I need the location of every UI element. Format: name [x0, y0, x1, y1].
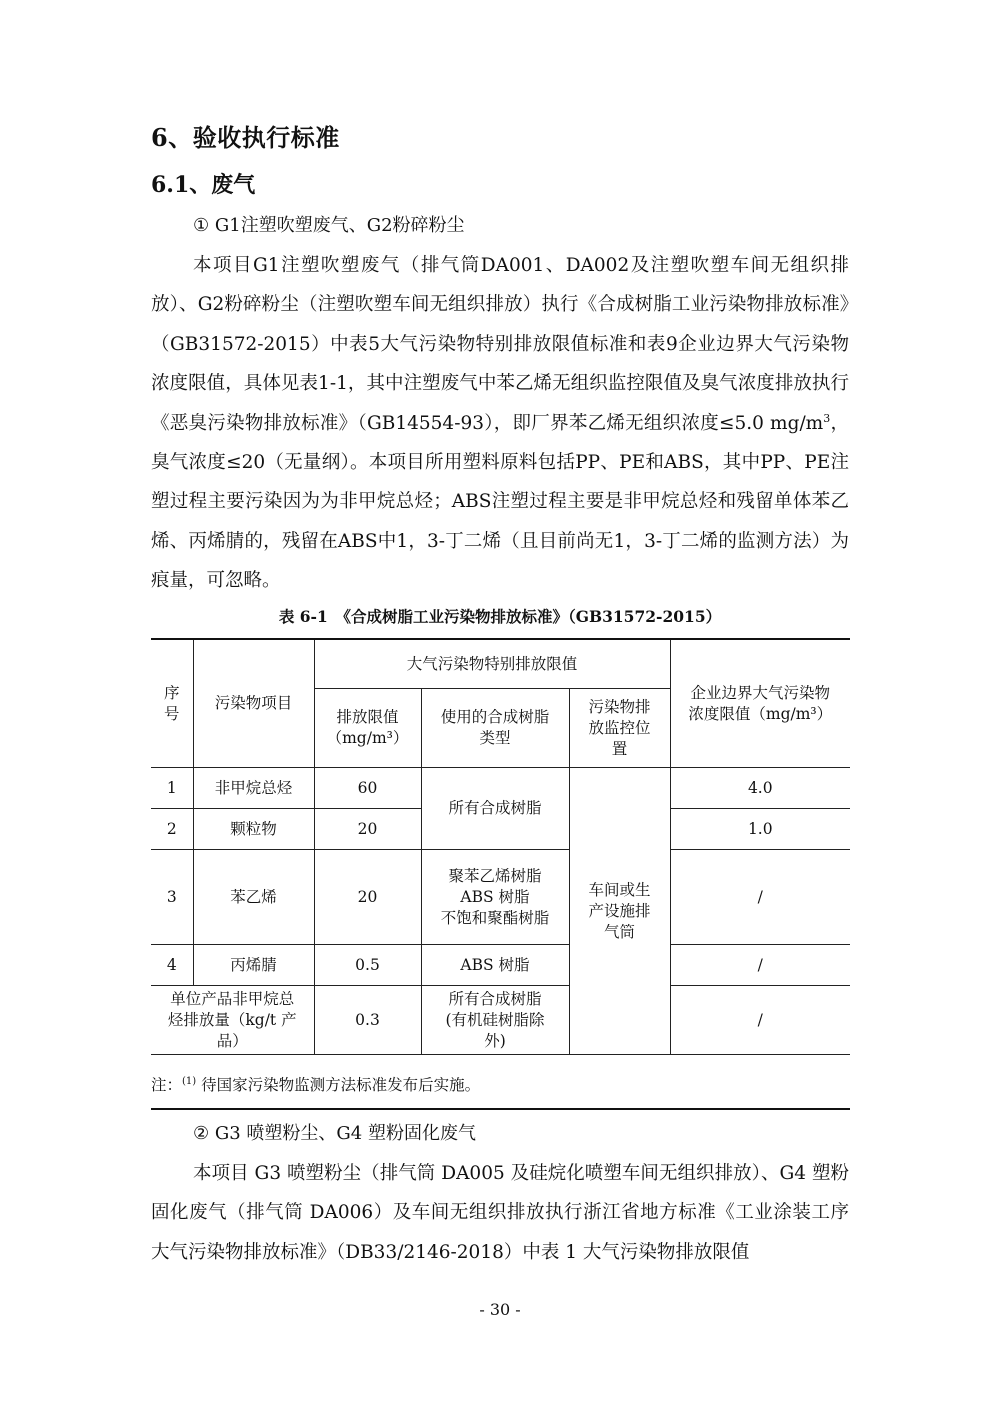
table-header-row — [151, 639, 850, 689]
cell-pollutant: 苯乙烯 — [193, 850, 314, 945]
header-special-limit-group: 大气污染物特别排放限值 — [314, 639, 670, 689]
header-emission-limit: 排放限值 （mg/m³） — [314, 689, 421, 768]
superscript-3: 3 — [823, 411, 831, 425]
header-seq: 序 号 — [151, 639, 193, 768]
cell-monitor-merged: 车间或生 产设施排 气筒 — [569, 768, 670, 1055]
cell-boundary: 4.0 — [670, 768, 850, 809]
table-caption: 表 6-1 《合成树脂工业污染物排放标准》（GB31572-2015） — [278, 607, 722, 626]
cell-seq: 2 — [151, 809, 193, 850]
cell-seq: 3 — [151, 850, 193, 945]
item-heading-2: ② G3 喷塑粉尘、G4 塑粉固化废气 — [193, 1123, 476, 1144]
table-row — [151, 768, 850, 809]
table-row — [151, 986, 850, 1055]
cell-seq: 4 — [151, 945, 193, 986]
cell-boundary: 1.0 — [670, 809, 850, 850]
cell-resin: 所有合成树脂 (有机硅树脂除 外) — [421, 986, 569, 1055]
table-row — [151, 945, 850, 986]
cell-boundary: / — [670, 945, 850, 986]
cell-seq: 1 — [151, 768, 193, 809]
cell-boundary: / — [670, 986, 850, 1055]
cell-resin-merged: 所有合成树脂 — [421, 768, 569, 850]
item-heading-1: ① G1注塑吹塑废气、G2粉碎粉尘 — [193, 215, 465, 236]
cell-pollutant: 丙烯腈 — [193, 945, 314, 986]
header-monitor-location: 污染物排 放监控位 置 — [569, 689, 670, 768]
table-row — [151, 850, 850, 945]
note-superscript: (1) — [182, 1076, 197, 1087]
paragraph-1-text-b: ，臭气浓度≤20（无量纲）。本项目所用塑料原料包括PP、PE和ABS，其中PP、PE注塑过程主要污染因为为非甲烷总烃；ABS注塑过程主要是非甲烷总烃和残留单体苯乙烯、丙烯腈的，残留在ABS中1，3-丁二烯（且目前尚无1，3-丁二烯的监测方法）为痕量，可忽略。 — [151, 412, 849, 592]
cell-limit: 0.3 — [314, 986, 421, 1055]
cell-pollutant: 非甲烷总烃 — [193, 768, 314, 809]
note-prefix: 注： — [151, 1076, 183, 1095]
paragraph-2: 本项目 G3 喷塑粉尘（排气筒 DA005 及硅烷化喷塑车间无组织排放）、G4 塑粉固化废气（排气筒 DA006）及车间无组织排放执行浙江省地方标准《工业涂装工序大气污染物排放标准》（DB33/2146-2018）中表 1 大气污染物排放限值 — [151, 1163, 849, 1263]
cell-limit: 20 — [314, 850, 421, 945]
cell-pollutant: 颗粒物 — [193, 809, 314, 850]
emission-standard-table — [151, 638, 850, 1055]
section-heading: 6、验收执行标准 — [151, 123, 340, 152]
subsection-heading: 6.1、废气 — [151, 172, 256, 198]
page-number: - 30 - — [479, 1300, 521, 1319]
cell-boundary: / — [670, 850, 850, 945]
paragraph-1-text-a: 本项目G1注塑吹塑废气（排气筒DA001、DA002及注塑吹塑车间无组织排放）、G2粉碎粉尘（注塑吹塑车间无组织排放）执行《合成树脂工业污染物排放标准》（GB31572-2015）中表5大气污染物特别排放限值标准和表9企业边界大气污染物浓度限值，具体见表1-1，其中注塑废气中苯乙烯无组织监控限值及臭气浓度排放执行《恶臭污染物排放标准》（GB14554-93），即厂界苯乙烯无组织浓度≤5.0 mg/m — [151, 255, 849, 434]
cell-limit: 20 — [314, 809, 421, 850]
cell-limit: 60 — [314, 768, 421, 809]
cell-resin: ABS 树脂 — [421, 945, 569, 986]
note-text: 待国家污染物监测方法标准发布后实施。 — [196, 1076, 481, 1095]
cell-limit: 0.5 — [314, 945, 421, 986]
table-note — [151, 1056, 850, 1110]
cell-resin: 聚苯乙烯树脂 ABS 树脂 不饱和聚酯树脂 — [421, 850, 569, 945]
paragraph-1 — [151, 246, 849, 601]
cell-pollutant-per-unit: 单位产品非甲烷总 烃排放量（kg/t 产 品） — [151, 986, 314, 1055]
header-resin-type: 使用的合成树脂 类型 — [421, 689, 569, 768]
header-pollutant-item: 污染物项目 — [193, 639, 314, 768]
header-boundary-limit: 企业边界大气污染物 浓度限值（mg/m³） — [670, 639, 850, 768]
